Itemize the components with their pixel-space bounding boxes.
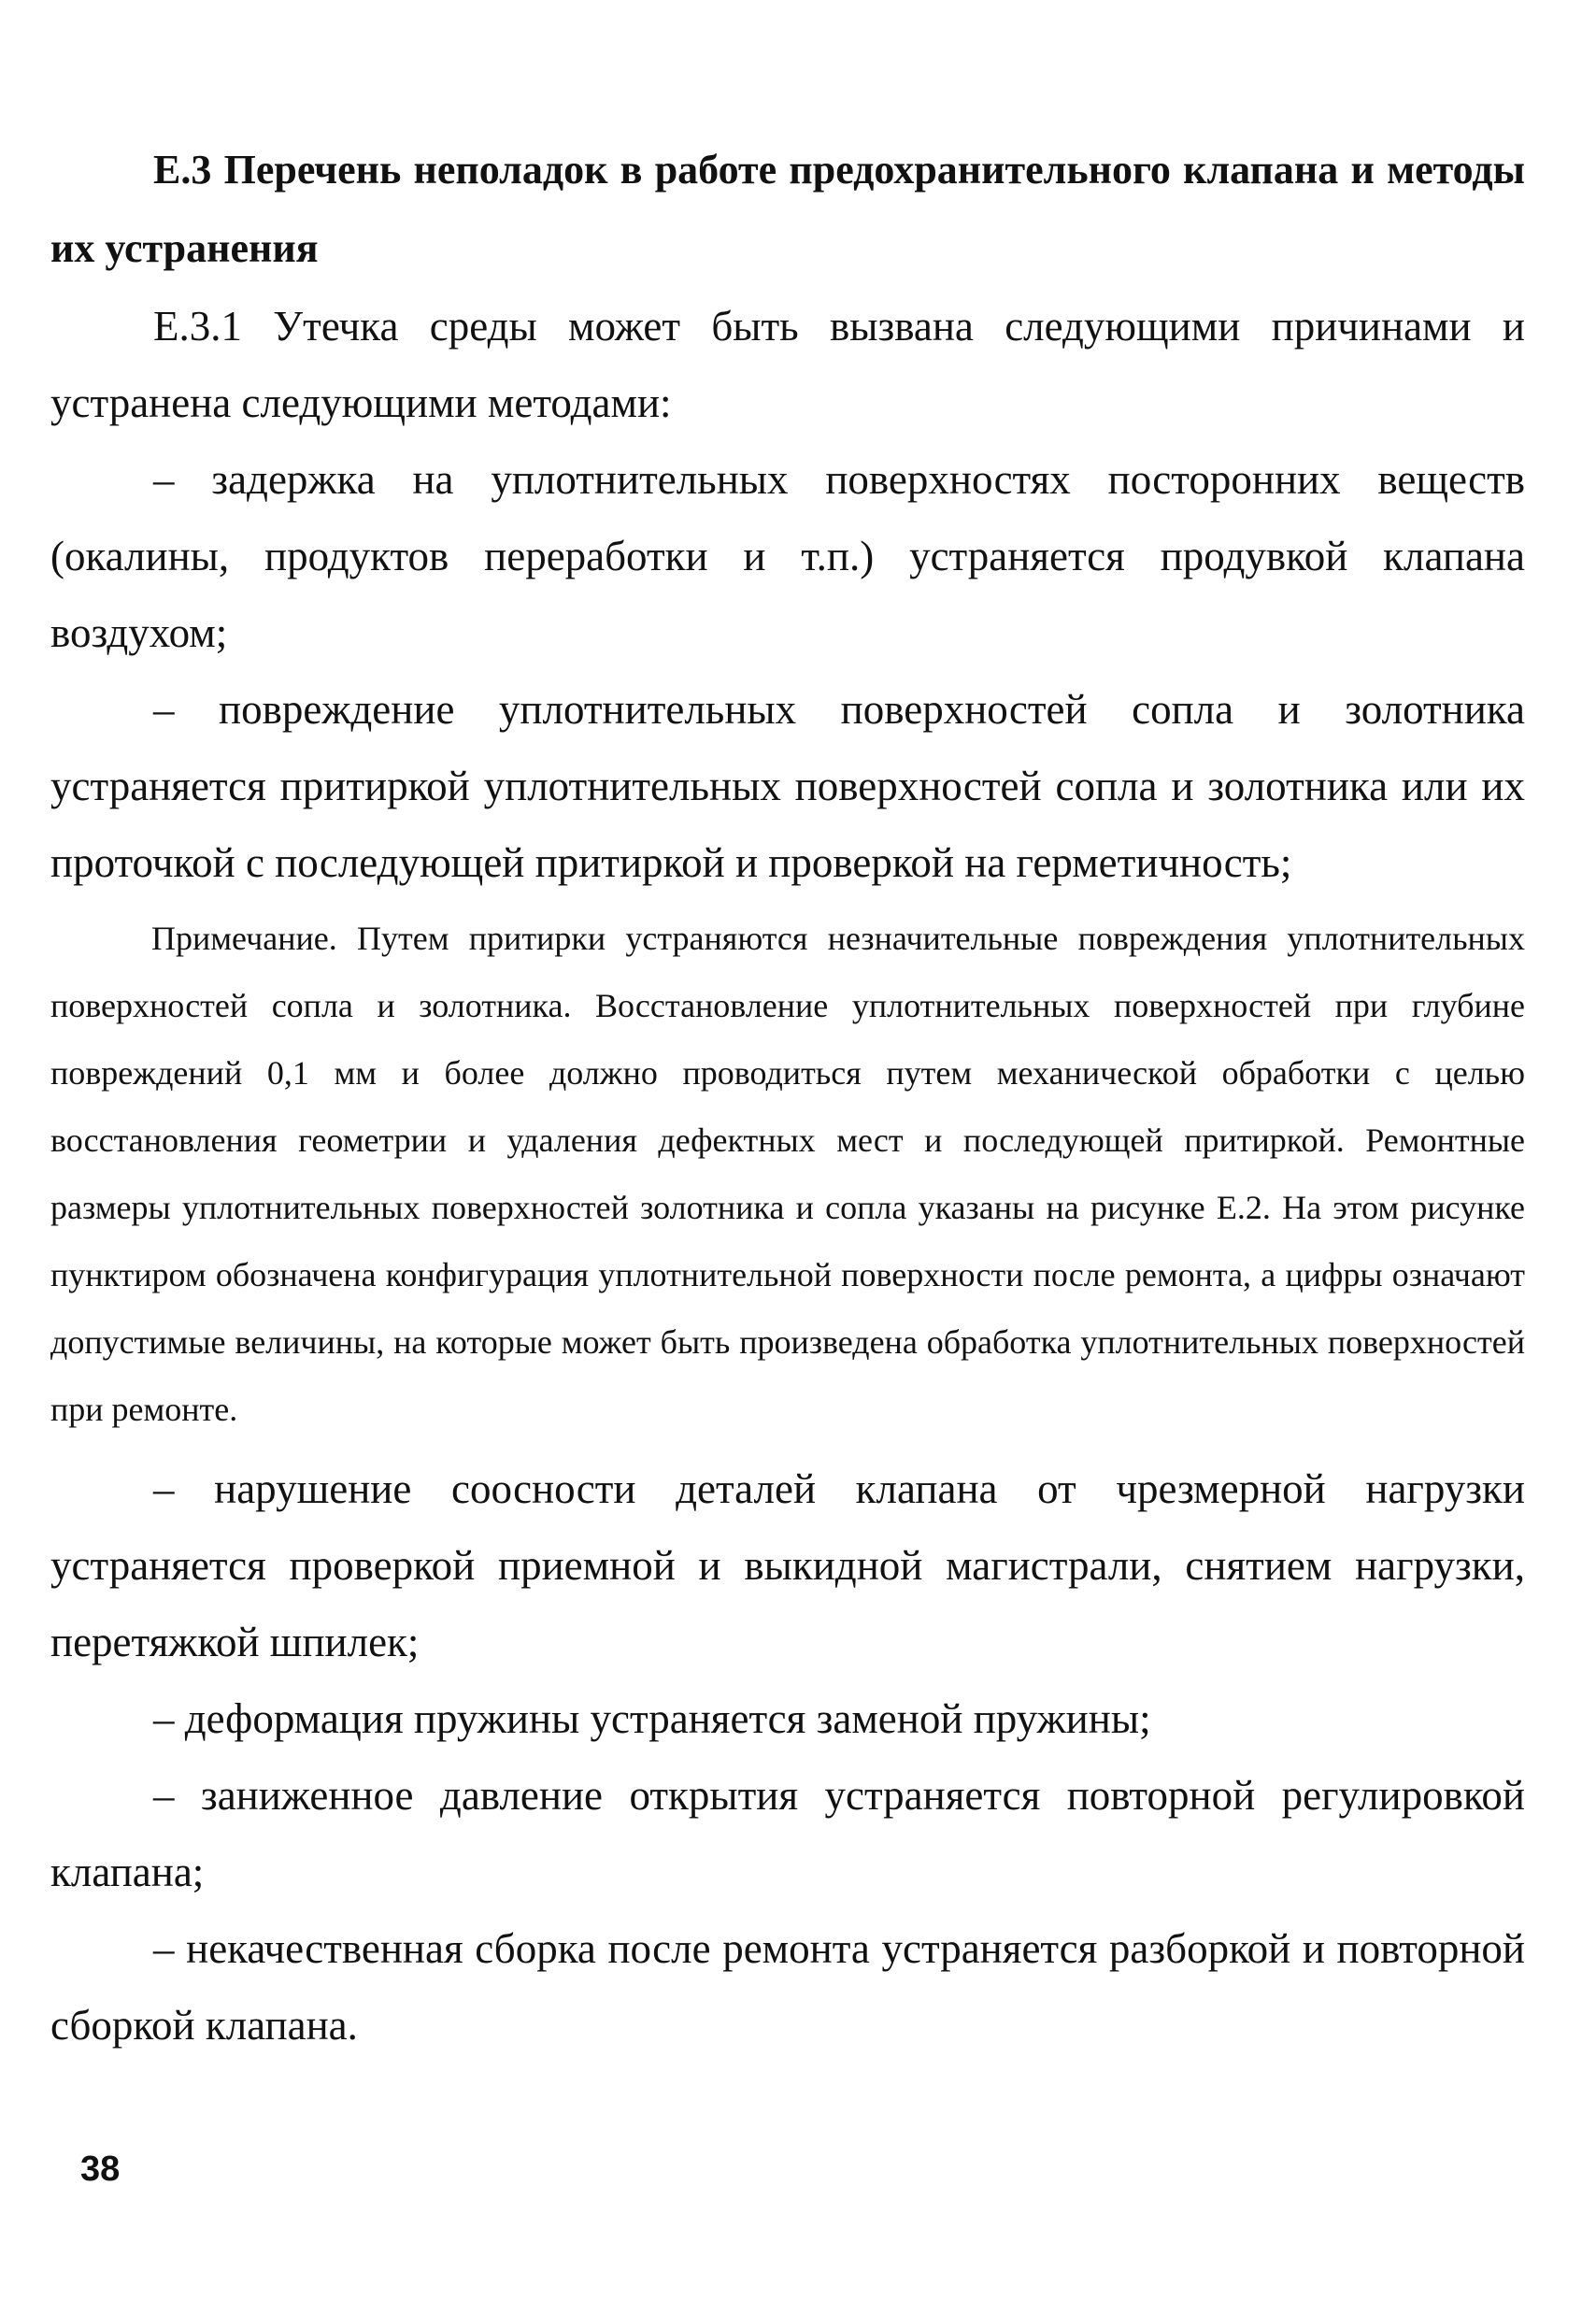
note-paragraph: Примечание. Путем притирки устраняются незначительные повреждения уплотнительных поверхностей сопла и золотника. Восстановление уплотнительных поверхностей при глубине повреждений 0,1 мм и более должно проводиться путем механической обработки с целью восстановления геометрии и удаления дефектных мест и последующей притиркой. Ремонтные размеры уплотнительных поверхностей золотника и сопла указаны на рисунке Е.2. На этом рисунке пунктиром обозначена конфигурация уплотнительной поверхности после ремонта, а цифры означают допустимые величины, на которые может быть произведена обработка уплотнительных поверхностей при ремонте. [50,920,1525,1428]
list-item-low-opening-pressure: – заниженное давление открытия устраняется повторной регулировкой клапана; [50,1772,1525,1895]
section-heading: Е.3 Перечень неполадок в работе предохранительного клапана и методы их устранения [50,147,1525,271]
page-number: 38 [80,2150,121,2189]
list-item-foreign-substances: – задержка на уплотнительных поверхностях посторонних веществ (окалины, продуктов переработки и т.п.) устраняется продувкой клапана воздухом; [50,456,1525,656]
list-item-spring-deformation: – деформация пружины устраняется заменой пружины; [153,1695,1151,1742]
list-item-poor-assembly: – некачественная сборка после ремонта устраняется разборкой и повторной сборкой клапана. [50,1925,1525,2049]
list-item-surface-damage: – повреждение уплотнительных поверхностей сопла и золотника устраняется притиркой уплотнительных поверхностей сопла и золотника или их проточкой с последующей притиркой и проверкой на герметичность; [50,686,1525,886]
list-item-misalignment: – нарушение соосности деталей клапана от чрезмерной нагрузки устраняется проверкой приемной и выкидной магистрали, снятием нагрузки, перетяжкой шпилек; [50,1465,1525,1665]
document-page [50,131,1525,2064]
intro-paragraph: Е.3.1 Утечка среды может быть вызвана следующими причинами и устранена следующими методами: [50,303,1525,426]
